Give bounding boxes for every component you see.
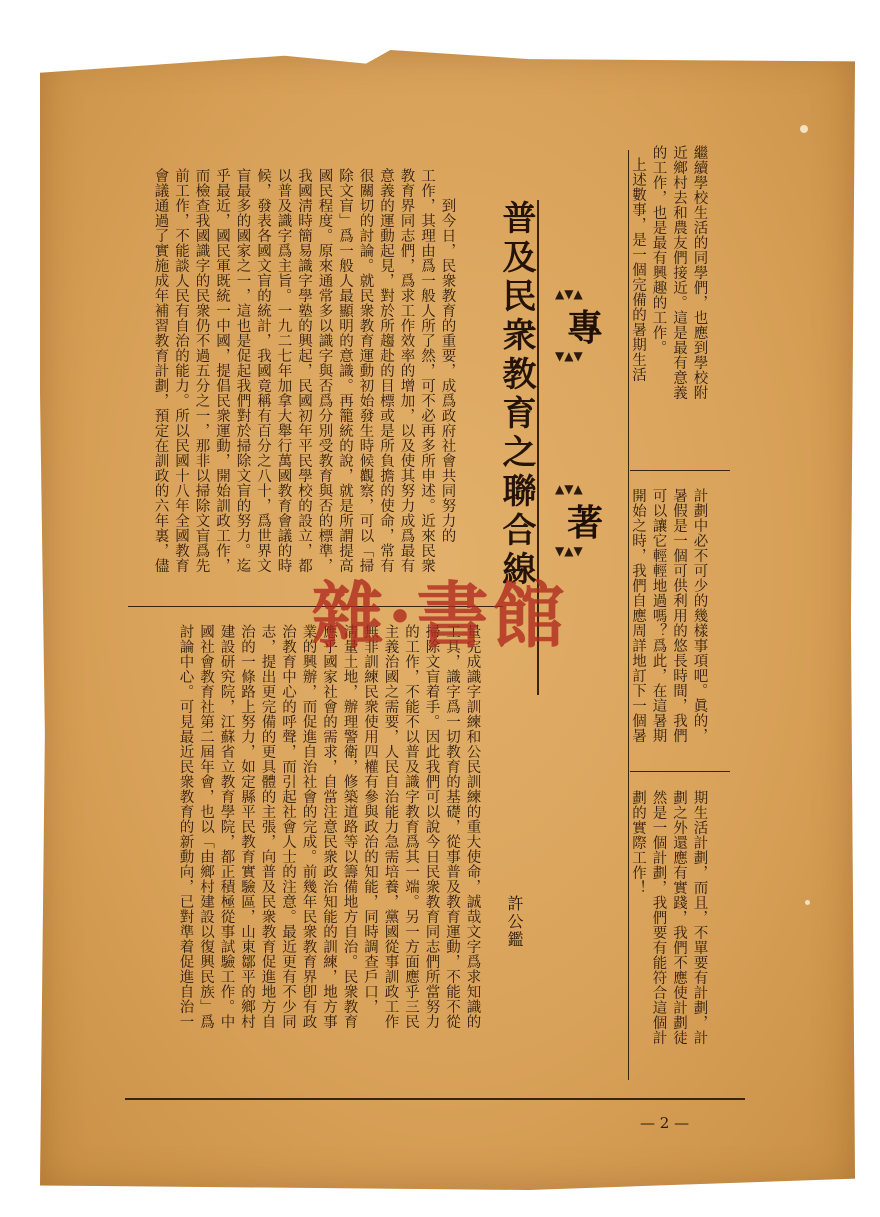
body-line: 前工作，不能談人民有自治的能力。所以民國十八年全國教育 [173,168,189,574]
sidebar-line: 開始之時，我們自應周詳地訂下一個暑 [630,488,646,744]
body-line: 討論中心。可見最近民衆教育的新動向，已對準着促進自治一 [177,624,194,1030]
sidebar-line: 的工作，也是最有興趣的工作。 [650,145,667,356]
article-upper-block [128,158,478,598]
sidebar-line: 計劃中必不可少的幾樣事項吧。眞的， [691,488,708,744]
body-line: 治的一條路上努力，如定縣平民教育實驗區，山東鄒平的鄉村 [239,624,255,1030]
sidebar-line: 期生活計劃，而且，不單要有計劃，計 [691,790,708,1046]
paper-hole [805,900,810,905]
body-line: 治教育中心的呼聲，而引起社會人士的注意。最近更有不少同 [280,624,296,1030]
body-line: 很關切的討論。就民衆教育運動初始發生時候觀察，可以「掃 [357,168,374,574]
body-line: 志，提出更完備的更具體的主張，向普及民衆教育促進地方自 [259,624,276,1030]
body-line: 會議通過了實施成年補習教育計劃，預定在訓政的六年裏，儘 [152,168,169,574]
sidebar-line: 劃的實際工作！ [630,790,646,896]
body-line: 除文盲」爲一般人最顯明的意識。再籠統的說，就是所謂提高 [337,168,353,574]
body-line: 量完成識字訓練和公民訓練的重大使命，誠哉文字爲求知識的 [464,624,481,1030]
body-line: 以普及識字爲主旨。一九二七年加拿大舉行萬國教育會議的時 [275,168,292,574]
body-line: 而檢查我國識字的民衆仍不過五分之一，那非以掃除文盲爲先 [193,168,210,574]
body-line: 我國淸時簡易識字學塾的興起，民國初年平民學校的設立，都 [296,168,312,574]
body-line: 候，發表各國文盲的統計，我國竟稱有百分之八十，爲世界文 [255,168,271,574]
article-title: 普及民衆教育之聯合線 [496,200,536,590]
body-line: 建設研究院，江蘇省立教育學院，都正積極從事試驗工作。中 [218,624,235,1030]
sidebar-line: 繼續學校生活的同學們，也應到學校附 [691,145,708,401]
badge-zhu-char: 著 [566,501,603,544]
sidebar-line: 然是一個計劃，我們要有能符合這個計 [650,790,667,1046]
sidebar-line: 劃之外還應有實踐，我們不應使計劃徒 [671,790,687,1046]
body-line: 工具，識字爲一切教育的基礎，從事普及教育運動，不能不從 [444,624,460,1030]
body-line: 工作，其理由爲一般人所了然，可不必再多所申述。近來民衆 [419,168,435,574]
body-line: 業的興辦，而促進自治社會的完成。前幾年民衆教育界卽有政 [300,624,317,1030]
sidebar-block-2 [630,478,730,763]
sidebar-line: 近鄉村去和農友們接近。這是最有意義 [671,145,687,401]
body-line: 乎最近，國民軍既統一中國，提倡民衆運動，開始訓政工作， [214,168,230,574]
paper-hole [800,125,808,133]
body-line: 掃除文盲着手。因此我們可以說今日民衆教育同志們所當努力 [423,624,440,1030]
body-line: 主義治國之需要，人民自治能力急需培養，黨國從事訓政工作 [382,624,399,1030]
sidebar-block-1 [630,135,730,455]
body-line: 到今日，民衆教育的重要，成爲政府社會共同努力的 [439,198,456,544]
body-line: 教育界同志們，爲求工作效率的增加，以及使其努力成爲最有 [398,168,415,574]
badge-zhuan: ▲▼▲ ▼▲▼ 專 [555,287,603,363]
body-line: 淸量土地，辦理警衛，修築道路等以籌備地方自治。民衆教育 [341,624,358,1030]
body-line: 應乎國家社會的需求，自當注意民衆政治知能的訓練，地方事 [321,624,337,1030]
bottom-rule [125,1098,745,1100]
sidebar-block-3 [630,780,730,1080]
article-author: 許公鑑 [505,895,524,949]
badge-zhuan-char: 專 [566,306,603,349]
sidebar-line: 上述數事，是一個完備的暑期生活 [630,157,646,383]
body-line: 盲最多的國家之一，這也是促起我們對於掃除文盲的努力。迄 [234,168,251,574]
body-line: 無非訓練民衆使用四權有參與政治的知能，同時調查戶口， [362,624,378,1015]
page-number: — 2 — [640,1114,690,1132]
body-line: 意義的運動起見，對於所趨赴的目標或是所負擔的使命，常有 [378,168,394,574]
sidebar-line: 暑假是一個可供利用的悠長時間，我們 [671,488,687,744]
body-line: 的工作，不能不以普及識字教育爲其一端。另一方面應乎三民 [403,624,419,1030]
sidebar-vertical-rule [628,150,629,1080]
body-line: 國民程度。原來通常多以識字與否爲分別受教育與否的標準， [316,168,333,574]
body-line: 國社會教育社第二屆年會，也以「由鄉村建設以復興民族」爲 [198,624,214,1030]
sidebar-divider [630,771,730,772]
sidebar-line: 可以讓它輕輕地過嗎？爲此，在這暑期 [650,488,667,744]
badge-zhu: ▲▼▲ ▼▲▼ 著 [555,482,603,558]
article-lower-block [128,614,503,1094]
sidebar-divider [630,470,730,471]
library-watermark-stamp: 雜·書館 [311,573,569,658]
